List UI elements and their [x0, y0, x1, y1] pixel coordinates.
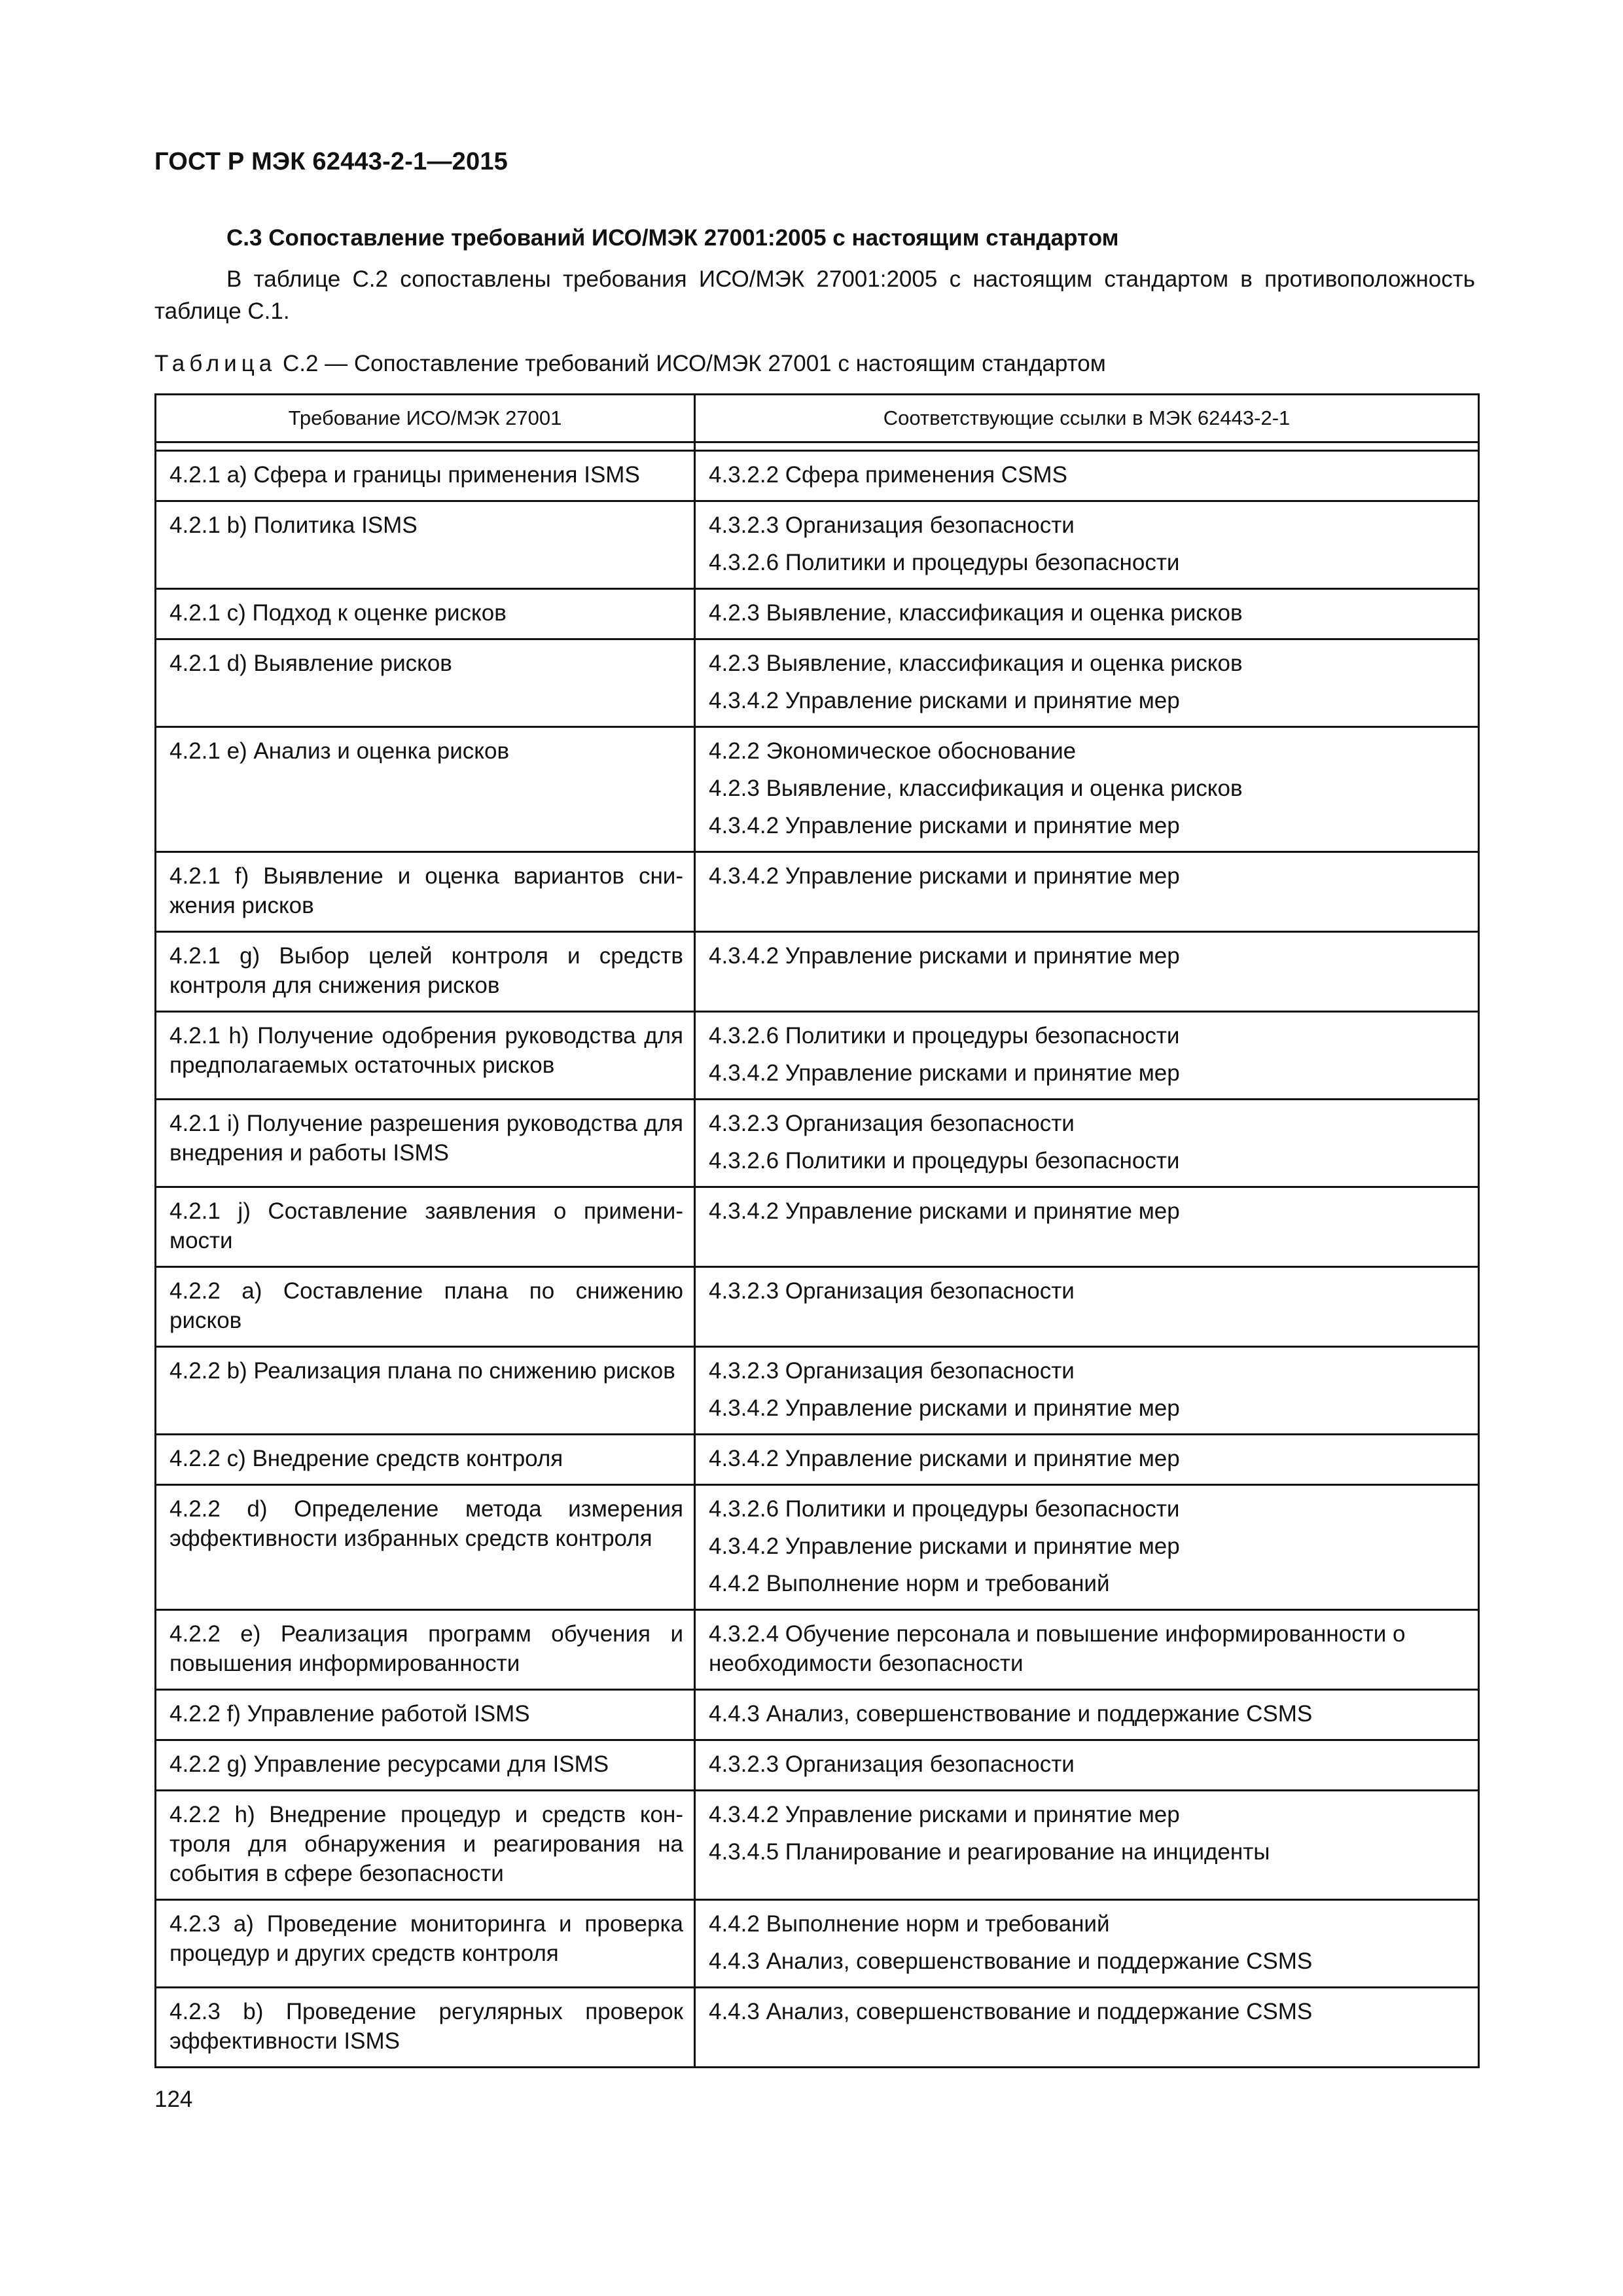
- section-intro-paragraph: В таблице С.2 сопоставлены требования ИСО/МЭК 27001:2005 с настоящим стандартом в противоположность таблице С.1.: [154, 266, 1475, 324]
- requirement-cell: 4.2.1 h) Получение одобрения руководства для предполагаемых остаточных рисков: [156, 1012, 695, 1100]
- reference-item: 4.3.4.2 Управление рисками и принятие мер: [709, 1060, 1180, 1086]
- reference-item: 4.3.4.2 Управление рисками и принятие мер: [709, 1802, 1180, 1827]
- page-number: 124: [154, 2087, 193, 2112]
- table-row: [156, 1347, 1479, 1435]
- reference-item: 4.4.3 Анализ, совершенствование и поддержание CSMS: [709, 1701, 1313, 1727]
- references-cell: [695, 852, 1479, 932]
- reference-item: 4.3.2.3 Организация безопасности: [709, 512, 1075, 538]
- reference-item: 4.3.2.3 Организация безопасности: [709, 1358, 1075, 1384]
- references-cell: [695, 1187, 1479, 1267]
- header-separator-gap: [156, 442, 1479, 451]
- reference-item: 4.3.2.3 Организация безопасности: [709, 1278, 1075, 1304]
- requirement-cell: 4.2.2 h) Внедрение процедур и средств контроля для обнаружения и реагирования на события в сфере безопасности: [156, 1791, 695, 1900]
- references-cell: [695, 932, 1479, 1012]
- references-cell: [695, 589, 1479, 639]
- requirement-cell: 4.2.2 c) Внедрение средств контроля: [156, 1435, 695, 1485]
- references-cell: [695, 1690, 1479, 1740]
- table-row: [156, 1187, 1479, 1267]
- document-header: ГОСТ Р МЭК 62443-2-1—2015: [154, 148, 508, 175]
- table-row: [156, 852, 1479, 932]
- table-row: [156, 1988, 1479, 2068]
- table-row: [156, 589, 1479, 639]
- reference-item: 4.3.4.2 Управление рисками и принятие мер: [709, 943, 1180, 969]
- reference-item: 4.2.2 Экономическое обоснование: [709, 738, 1077, 764]
- table-row: [156, 1740, 1479, 1791]
- requirement-cell: 4.2.1 i) Получение разрешения руководства для внедрения и работы ISMS: [156, 1100, 695, 1187]
- table-row: [156, 1690, 1479, 1740]
- table-row: [156, 451, 1479, 501]
- requirement-cell: 4.2.1 а) Сфера и границы применения ISMS: [156, 451, 695, 501]
- reference-item: 4.3.2.6 Политики и процедуры безопасности: [709, 550, 1180, 575]
- reference-item: 4.3.2.4 Обучение персонала и повышение информированности о необходимости безопасности: [709, 1621, 1406, 1676]
- references-cell: [695, 1900, 1479, 1988]
- table-row: [156, 1267, 1479, 1347]
- table-caption-text: С.2 — Сопоставление требований ИСО/МЭК 27001 с настоящим стандартом: [276, 351, 1106, 376]
- requirement-cell: 4.2.1 j) Составление заявления о применимости: [156, 1187, 695, 1267]
- references-cell: [695, 727, 1479, 852]
- reference-item: 4.3.2.3 Организация безопасности: [709, 1751, 1075, 1777]
- requirement-cell: 4.2.1 e) Анализ и оценка рисков: [156, 727, 695, 852]
- reference-item: 4.3.2.2 Сфера применения CSMS: [709, 462, 1067, 488]
- requirement-cell: 4.2.2 a) Составление плана по снижению рисков: [156, 1267, 695, 1347]
- column-header-requirement: Требование ИСО/МЭК 27001: [156, 395, 695, 442]
- references-cell: [695, 1267, 1479, 1347]
- table-caption-prefix: Таблица: [154, 351, 277, 376]
- references-cell: [695, 639, 1479, 727]
- references-cell: [695, 1435, 1479, 1485]
- table-body: [156, 442, 1479, 2068]
- mapping-table: [154, 393, 1480, 2068]
- references-cell: [695, 1012, 1479, 1100]
- references-cell: [695, 1485, 1479, 1610]
- table-caption: [154, 351, 1106, 377]
- reference-item: 4.3.4.2 Управление рисками и принятие мер: [709, 863, 1180, 889]
- reference-item: 4.3.4.2 Управление рисками и принятие мер: [709, 1446, 1180, 1471]
- table-row: [156, 639, 1479, 727]
- references-cell: [695, 501, 1479, 589]
- references-cell: [695, 1610, 1479, 1690]
- table-row: [156, 1435, 1479, 1485]
- reference-item: 4.3.4.2 Управление рисками и принятие мер: [709, 1395, 1180, 1421]
- requirement-cell: 4.2.1 b) Политика ISMS: [156, 501, 695, 589]
- reference-item: 4.3.2.6 Политики и процедуры безопасности: [709, 1496, 1180, 1522]
- references-cell: [695, 451, 1479, 501]
- requirement-cell: 4.2.1 c) Подход к оценке рисков: [156, 589, 695, 639]
- mapping-table-container: [154, 393, 1480, 2068]
- reference-item: 4.3.4.2 Управление рисками и принятие мер: [709, 1198, 1180, 1224]
- column-header-references: Соответствующие ссылки в МЭК 62443-2-1: [695, 395, 1479, 442]
- reference-item: 4.2.3 Выявление, классификация и оценка рисков: [709, 651, 1243, 676]
- reference-item: 4.3.2.3 Организация безопасности: [709, 1111, 1075, 1136]
- references-cell: [695, 1791, 1479, 1900]
- requirement-cell: 4.2.2 e) Реализация программ обучения и повышения информированности: [156, 1610, 695, 1690]
- reference-item: 4.3.2.6 Политики и процедуры безопасности: [709, 1148, 1180, 1174]
- reference-item: 4.3.4.2 Управление рисками и принятие мер: [709, 813, 1180, 838]
- reference-item: 4.4.3 Анализ, совершенствование и поддержание CSMS: [709, 1948, 1313, 1974]
- reference-item: 4.3.2.6 Политики и процедуры безопасности: [709, 1023, 1180, 1049]
- requirement-cell: 4.2.2 f) Управление работой ISMS: [156, 1690, 695, 1740]
- requirement-cell: 4.2.2 d) Определение метода измерения эффективности избранных средств контроля: [156, 1485, 695, 1610]
- table-row: [156, 1791, 1479, 1900]
- reference-item: 4.2.3 Выявление, классификация и оценка рисков: [709, 600, 1243, 626]
- table-row: [156, 1485, 1479, 1610]
- section-title: С.3 Сопоставление требований ИСО/МЭК 27001:2005 с настоящим стандартом: [226, 225, 1119, 251]
- reference-item: 4.3.4.2 Управление рисками и принятие мер: [709, 688, 1180, 713]
- references-cell: [695, 1347, 1479, 1435]
- table-row: [156, 501, 1479, 589]
- reference-item: 4.2.3 Выявление, классификация и оценка рисков: [709, 776, 1243, 801]
- requirement-cell: 4.2.2 b) Реализация плана по снижению рисков: [156, 1347, 695, 1435]
- table-row: [156, 1100, 1479, 1187]
- table-row: [156, 1900, 1479, 1988]
- table-row: [156, 727, 1479, 852]
- table-row: [156, 1610, 1479, 1690]
- table-header-row: [156, 395, 1479, 442]
- reference-item: 4.3.4.2 Управление рисками и принятие мер: [709, 1534, 1180, 1559]
- table-row: [156, 932, 1479, 1012]
- requirement-cell: 4.2.1 f) Выявление и оценка вариантов снижения рисков: [156, 852, 695, 932]
- references-cell: [695, 1740, 1479, 1791]
- table-row: [156, 1012, 1479, 1100]
- reference-item: 4.4.3 Анализ, совершенствование и поддержание CSMS: [709, 1999, 1313, 2024]
- requirement-cell: 4.2.3 a) Проведение мониторинга и проверка процедур и других средств контроля: [156, 1900, 695, 1988]
- reference-item: 4.4.2 Выполнение норм и требований: [709, 1911, 1110, 1937]
- requirement-cell: 4.2.1 d) Выявление рисков: [156, 639, 695, 727]
- requirement-cell: 4.2.3 b) Проведение регулярных проверок эффективности ISMS: [156, 1988, 695, 2068]
- requirement-cell: 4.2.1 g) Выбор целей контроля и средств контроля для снижения рисков: [156, 932, 695, 1012]
- requirement-cell: 4.2.2 g) Управление ресурсами для ISMS: [156, 1740, 695, 1791]
- reference-item: 4.3.4.5 Планирование и реагирование на инциденты: [709, 1839, 1270, 1865]
- references-cell: [695, 1100, 1479, 1187]
- references-cell: [695, 1988, 1479, 2068]
- reference-item: 4.4.2 Выполнение норм и требований: [709, 1571, 1110, 1596]
